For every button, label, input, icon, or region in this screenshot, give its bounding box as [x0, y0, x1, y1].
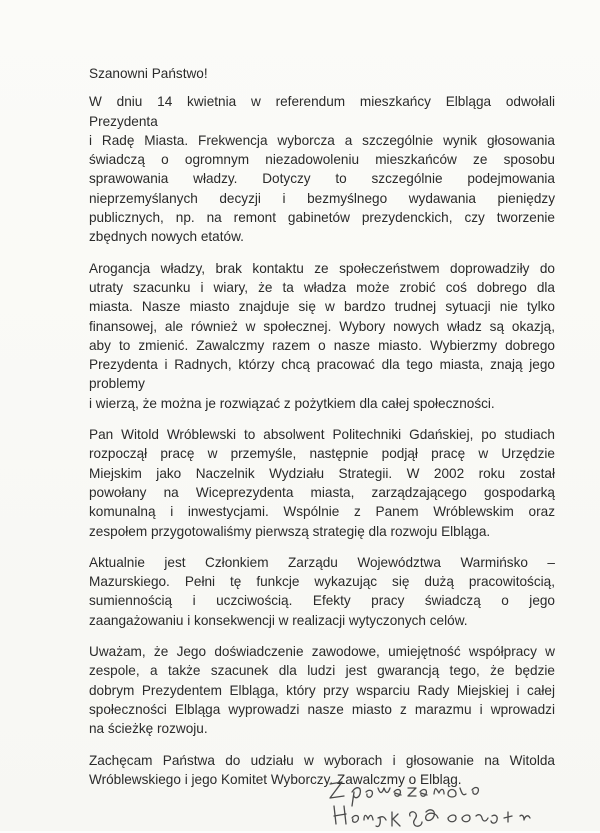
paragraph-line: Zachęcam Państwa do udziału w wyborach i głosowanie na Witolda	[89, 752, 555, 768]
paragraph-line: społeczności Elbląga wyprowadzi nasze miasto z marazmu i wprowadzi	[89, 701, 555, 717]
paragraph-line: miasta. Nasze miasto znajduje się w bardzo trudnej sytuacji nie tylko	[89, 299, 555, 315]
paragraph-line: problemy	[89, 376, 145, 392]
letter-paragraph	[89, 92, 555, 246]
paragraph-line: na ścieżkę rozwoju.	[89, 721, 208, 737]
paragraph-line: dobrym Prezydentem Elbląga, który przy wsparciu Rady Miejskiej i całej	[89, 682, 555, 698]
paragraph-line: zaangażowaniu i konsekwencji w realizacji wytyczonych celów.	[89, 612, 468, 628]
paragraphs	[89, 92, 555, 789]
paragraph-line: Aktualnie jest Członkiem Zarządu Województwa Warmińsko –	[89, 554, 555, 570]
handwritten-signature	[322, 772, 562, 828]
paragraph-line: publicznych, np. na remont gabinetów prezydenckich, czy tworzenie	[89, 210, 555, 226]
paragraph-line: utraty szacunku i wiary, że ta władza może zrobić coś dobrego dla	[89, 279, 555, 295]
paragraph-line: Pan Witold Wróblewski to absolwent Politechniki Gdańskiej, po studiach	[89, 427, 555, 443]
paragraph-line: nieprzemyślanych decyzji i bezmyślnego wydawania pieniędzy	[89, 190, 555, 206]
paragraph-line: W dniu 14 kwietnia w referendum mieszkańcy Elbląga odwołali	[89, 94, 555, 110]
letter-paragraph	[89, 642, 555, 738]
paragraph-line: sprawowania władzy. Dotyczy to szczególnie podejmowania	[89, 171, 555, 187]
paragraph-line: zespołem przygotowaliśmy pierwszą strategię dla rozwoju Elbląga.	[89, 523, 491, 539]
paragraph-line: świadczą o ogromnym niezadowoleniu mieszkańców ze sposobu	[89, 152, 555, 168]
paragraph-line: sumiennością i uczciwością. Efekty pracy świadczą o jego	[89, 593, 555, 609]
paragraph-line: rozpoczął pracę w przemyśle, następnie podjął pracę w Urzędzie	[89, 446, 555, 462]
paragraph-line: Wróblewskiego i jego Komitet Wyborczy. Zawalczmy o Elbląg.	[89, 771, 462, 787]
paragraph-line: powołany na Wiceprezydenta miasta, zarządzającego gospodarką	[89, 484, 555, 500]
paragraph-line: i Radę Miasta. Frekwencja wyborcza a szczególnie wynik głosowania	[89, 132, 555, 148]
paragraph-line: Prezydenta i Radnych, którzy chcą pracować dla tego miasta, znają jego	[89, 357, 555, 373]
paragraph-line: aby to zmienić. Zawalczmy razem o nasze miasto. Wybierzmy dobrego	[89, 337, 555, 353]
paragraph-line: komunalną i inwestycjami. Wspólnie z Panem Wróblewskim oraz	[89, 504, 555, 520]
signature-drawing	[322, 772, 562, 828]
paragraph-line: zbędnych nowych etatów.	[89, 229, 244, 245]
paragraph-line: finansowej, ale również w społecznej. Wybory nowych władz są okazją,	[89, 318, 555, 334]
paragraph-line: Uważam, że Jego doświadczenie zawodowe, umiejętność współpracy w	[89, 644, 555, 660]
paragraph-line: Miejskim jako Naczelnik Wydziału Strategii. W 2002 roku został	[89, 465, 555, 481]
paragraph-line: Prezydenta	[89, 113, 158, 129]
letter-paragraph	[89, 425, 555, 541]
paragraph-line: zespole, a także szacunek dla ludzi jest gwarancją tego, że będzie	[89, 663, 555, 679]
letter-paragraph	[89, 553, 555, 630]
paragraph-line: i wierzą, że można je rozwiązać z pożytkiem dla całej społeczności.	[89, 395, 495, 411]
greeting: Szanowni Państwo!	[89, 66, 208, 81]
paragraph-line: Arogancja władzy, brak kontaktu ze społeczeństwem doprowadziły do	[89, 260, 555, 276]
letter-paragraph	[89, 259, 555, 413]
paragraph-line: Mazurskiego. Pełni tę funkcje wykazując się dużą pracowitością,	[89, 574, 555, 590]
letter-body	[89, 64, 555, 801]
